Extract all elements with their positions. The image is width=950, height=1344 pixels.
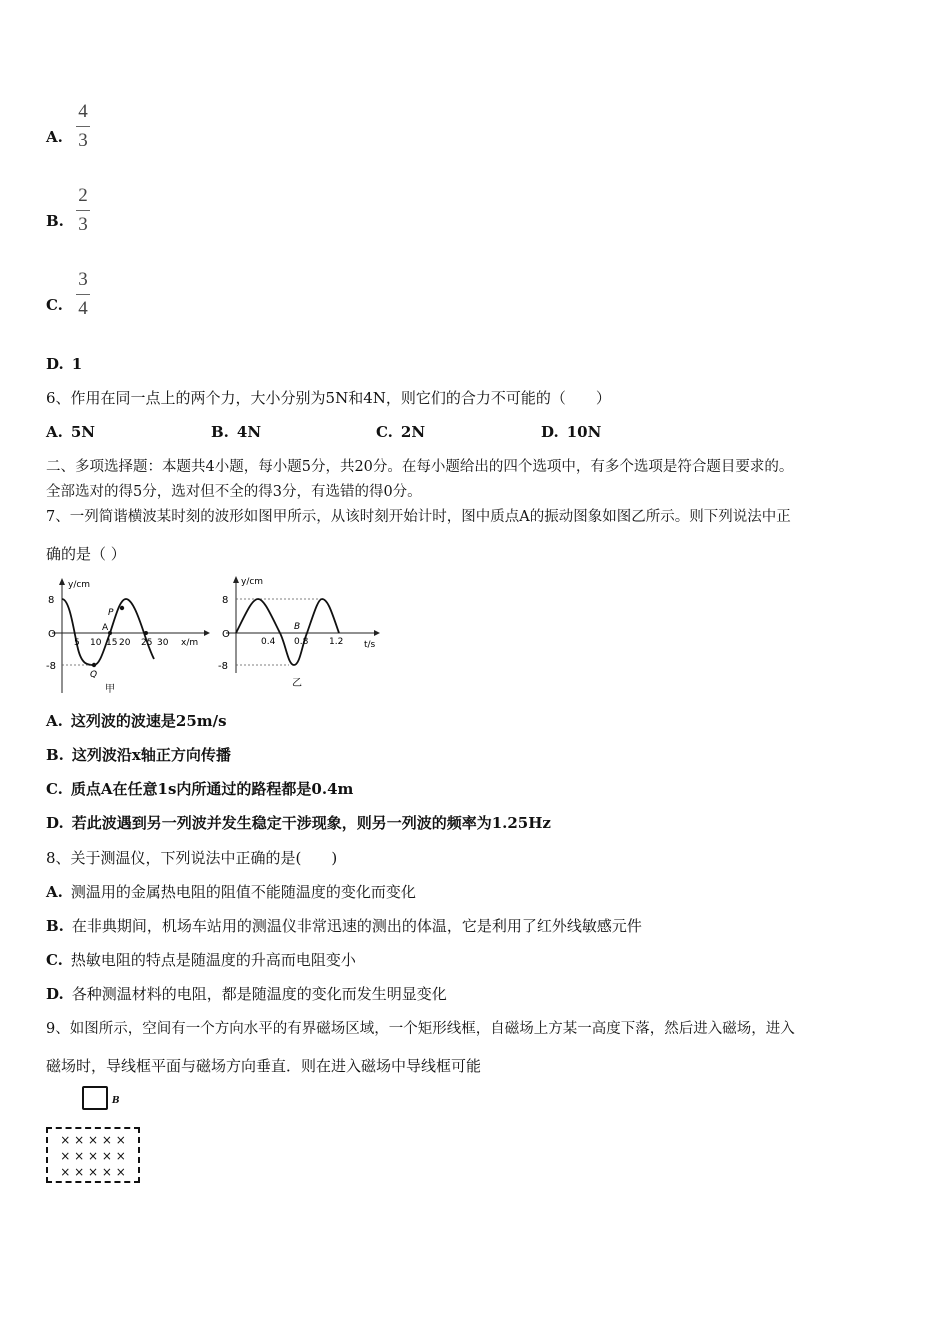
point-q (92, 663, 96, 667)
q6-option-d (541, 422, 601, 442)
q7-stem-line1: 7、一列简谐横波某时刻的波形如图甲所示，从该时刻开始计时，图中质点A的振动图象如图乙所示。则下列说法中正 (46, 509, 791, 525)
point-b-label: B (294, 622, 301, 632)
figure-jia-waveform (44, 575, 214, 697)
field-label: B (112, 1096, 120, 1106)
q8-option-a (46, 882, 416, 902)
x-tick-10: 10 (90, 638, 102, 648)
option-letter: C. (46, 296, 63, 314)
option-text: 4N (236, 423, 262, 441)
field-row: × × × × × (60, 1165, 126, 1179)
fraction (76, 102, 90, 150)
denominator: 4 (78, 298, 88, 319)
numerator: 4 (78, 101, 88, 122)
ymax-label: 8 (48, 595, 55, 606)
y-axis-arrow (59, 578, 65, 585)
fraction (76, 186, 90, 234)
q7-option-d (46, 813, 551, 833)
option-letter: A. (46, 128, 63, 146)
t-tick-0.8: 0.8 (294, 637, 309, 647)
q5-option-d (46, 354, 82, 374)
point-p (120, 606, 124, 610)
option-text: 在非典期间，机场车站用的测温仪非常迅速的测出的体温，它是利用了红外线敏感元件 (71, 917, 642, 935)
x-tick-15: 15 (106, 638, 118, 648)
option-text: 测温用的金属热电阻的阻值不能随温度的变化而变化 (70, 883, 416, 901)
fraction (76, 270, 90, 318)
point-a-label: A (102, 623, 109, 633)
q9-stem-line2: 磁场时，导线框平面与磁场方向垂直．则在进入磁场中导线框可能 (46, 1057, 482, 1075)
ymin-label: -8 (46, 661, 56, 672)
x-tick-5: 5 (74, 638, 80, 648)
vibration-curve (236, 599, 339, 665)
section2-line2: 全部选对的得5分，选对但不全的得3分，有选错的得0分。 (46, 484, 422, 500)
x-tick-30: 30 (157, 638, 169, 648)
point-p-label: P (108, 608, 114, 618)
origin-label: O (48, 629, 56, 640)
option-letter: D. (46, 985, 64, 1003)
origin-label: O (222, 629, 230, 640)
y-axis-arrow (233, 576, 239, 583)
numerator: 2 (78, 185, 88, 206)
option-letter: B. (46, 746, 64, 764)
option-letter: B. (211, 423, 229, 441)
field-row: × × × × × (60, 1133, 126, 1147)
option-letter: A. (46, 883, 63, 901)
t-tick-0.4: 0.4 (261, 637, 276, 647)
denominator: 3 (78, 130, 88, 151)
option-text: 各种测温材料的电阻，都是随温度的变化而发生明显变化 (71, 985, 447, 1003)
point-a (108, 631, 112, 635)
t-axis-arrow (374, 630, 380, 636)
fraction-bar (76, 126, 90, 127)
option-letter: C. (46, 780, 63, 798)
q8-stem: 8、关于测温仪，下列说法中正确的是( ) (46, 849, 338, 867)
section2-line1: 二、多项选择题：本题共4小题，每小题5分，共20分。在每小题给出的四个选项中，有多个选项是符合题目要求的。 (46, 459, 794, 475)
option-letter: C. (46, 951, 63, 969)
caption-jia: 甲 (105, 684, 115, 695)
q9-stem-line1: 9、如图所示，空间有一个方向水平的有界磁场区域，一个矩形线框，自磁场上方某一高度下落，然后进入磁场，进入 (46, 1021, 795, 1037)
option-text: 质点A在任意1s内所通过的路程都是0.4m (70, 780, 354, 798)
point-at-25 (144, 631, 148, 635)
x-axis-arrow (204, 630, 210, 636)
q8-option-b (46, 916, 642, 936)
q7-stem-line2: 确的是（ ） (46, 545, 126, 563)
option-letter: C. (376, 423, 393, 441)
rectangular-coil (82, 1086, 108, 1110)
option-letter: A. (46, 712, 63, 730)
numerator: 3 (78, 269, 88, 290)
option-text: 若此波遇到另一列波并发生稳定干涉现象，则另一列波的频率为1.25Hz (71, 814, 551, 832)
q6-option-c (376, 422, 425, 442)
q7-option-c (46, 779, 353, 799)
option-text: 2N (400, 423, 426, 441)
field-row: × × × × × (60, 1149, 126, 1163)
x-tick-25: 25 (141, 638, 153, 648)
caption-yi: 乙 (292, 678, 302, 689)
option-text: 这列波沿x轴正方向传播 (71, 746, 231, 764)
fraction-bar (76, 210, 90, 211)
option-letter: A. (46, 423, 63, 441)
option-text: 热敏电阻的特点是随温度的升高而电阻变小 (70, 951, 356, 969)
ymax-label: 8 (222, 595, 229, 606)
option-text: 1 (71, 355, 83, 373)
t-axis-label: t/s (364, 640, 376, 650)
q6-option-a (46, 422, 95, 442)
q6-stem: 6、作用在同一点上的两个力，大小分别为5N和4N，则它们的合力不可能的（ ） (46, 389, 611, 407)
magnetic-field-region (46, 1127, 140, 1183)
option-letter: D. (541, 423, 559, 441)
figure-yi-vibration (214, 573, 394, 695)
fraction-bar (76, 294, 90, 295)
option-text: 5N (70, 423, 96, 441)
y-axis-label: y/cm (68, 580, 91, 590)
x-axis-label: x/m (181, 638, 199, 648)
ymin-label: -8 (218, 661, 228, 672)
option-letter: D. (46, 355, 64, 373)
q8-option-c (46, 950, 356, 970)
option-letter: D. (46, 814, 64, 832)
q6-option-b (211, 422, 261, 442)
t-tick-1.2: 1.2 (329, 637, 344, 647)
q7-option-a (46, 711, 227, 731)
option-text: 这列波的波速是25m/s (70, 712, 227, 730)
option-letter: B. (46, 212, 64, 230)
q8-option-d (46, 984, 447, 1004)
q7-option-b (46, 745, 231, 765)
denominator: 3 (78, 214, 88, 235)
y-axis-label: y/cm (241, 577, 264, 587)
x-tick-20: 20 (119, 638, 131, 648)
point-q-label: Q (90, 670, 98, 680)
option-text: 10N (566, 423, 602, 441)
option-letter: B. (46, 917, 64, 935)
